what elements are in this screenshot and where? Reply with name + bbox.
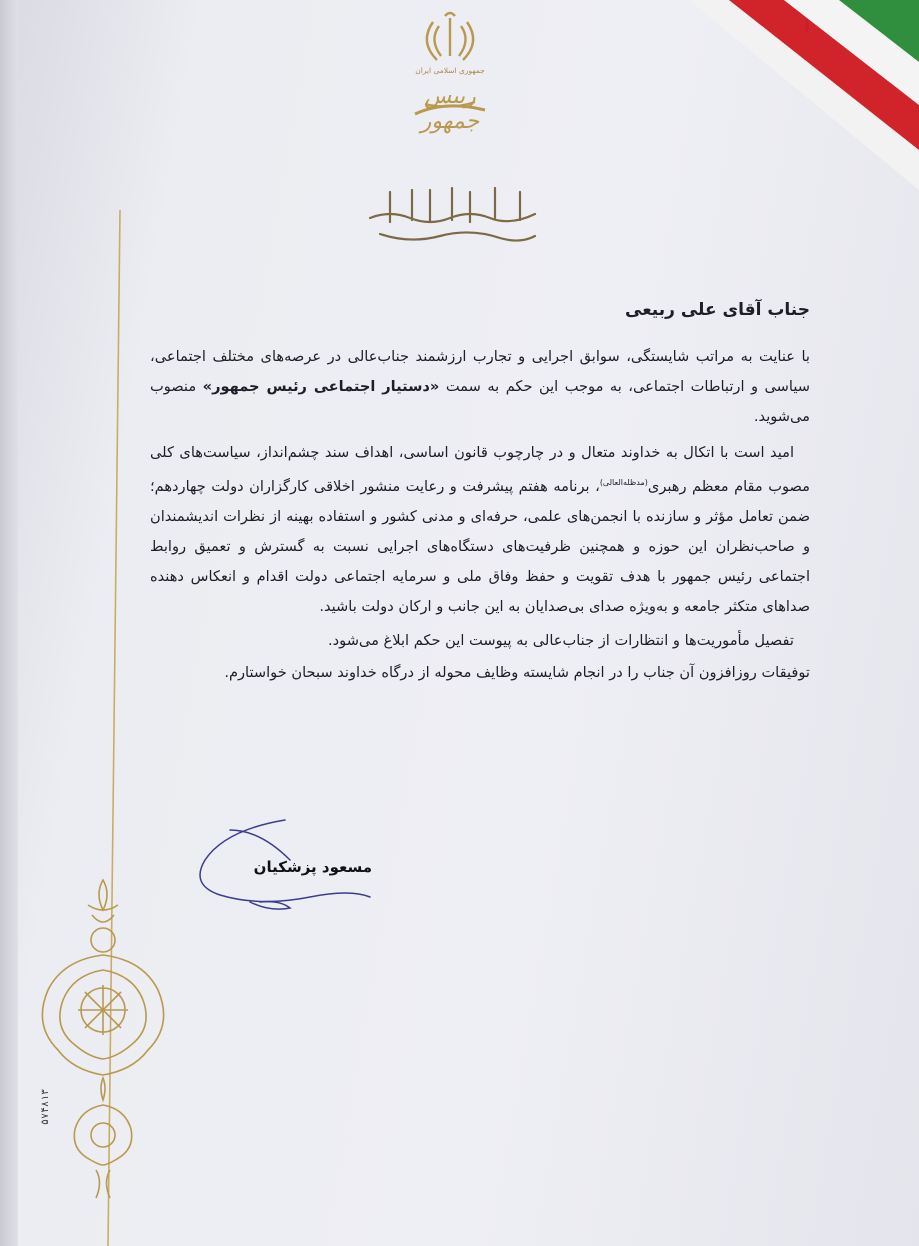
honorific: (مدظله‌العالی) [599,478,648,487]
country-line: جمهوری اسلامی ایران [415,66,485,75]
page-edge-shadow [0,0,18,1246]
paragraph-attachment: تفصیل مأموریت‌ها و انتظارات از جناب‌عالی به پیوست این حکم ابلاغ می‌شود. [328,631,794,649]
expectations-text: امید است با اتکال به خداوند متعال و در چارچوب قانون اساسی، اهداف سند چشم‌انداز، سیاست‌های کلی مصوب مقام معظم رهبری [150,444,810,495]
basmala [360,178,550,248]
appointment-text: با عنایت به مراتب شایستگی، سوابق اجرایی و تجارب ارزشمند جناب‌عالی در عرصه‌های مختلف اجتماعی، سیاسی و ارتباطات اجتماعی، به موجب این حکم به سمت [150,348,810,395]
paragraph-closing: توفیقات روزافزون آن جناب را در انجام شایسته وظایف محوله از درگاه خداوند سبحان خواستارم. [224,663,810,681]
serial-number: ۵۷۴۸۱۳ [40,1088,51,1125]
paragraph-expectations [150,438,810,622]
appointment-text-end: منصوب می‌شوید. [150,378,810,425]
basmala-calligraphy-icon [360,178,550,248]
flag-corner-icon [689,0,919,190]
salutation: جناب آقای علی ربیعی [625,300,810,320]
office-title: رییس جمهور [420,84,480,134]
position-title: «دستیار اجتماعی رئیس جمهور» [202,378,440,395]
signer-name: مسعود پزشکیان [253,858,372,876]
expectations-text-end: ، برنامه هفتم پیشرفت و رعایت منشور اخلاقی کارگزاران دولت چهاردهم؛ ضمن تعامل مؤثر و سازنده با انجمن‌های علمی، حرفه‌ای و مدنی کشور و استفاده بهینه از نظرات اندیشمندان و صاحب‌نظران این حوزه و همچنین ظرفیت‌های دستگاه‌های اجرایی نسبت به گسترش و تعمیق روابط اجتماعی رئیس جمهور با هدف تقویت و حفظ وفاق ملی و سرمایه اجتماعی دولت اقدام و انعکاس دهنده صداهای متکثر جامعه و به‌ویژه صدای بی‌صدایان به این جانب و ارکان دولت باشید. [150,477,810,615]
paragraph-appointment [150,342,810,432]
letter-body [150,300,810,686]
